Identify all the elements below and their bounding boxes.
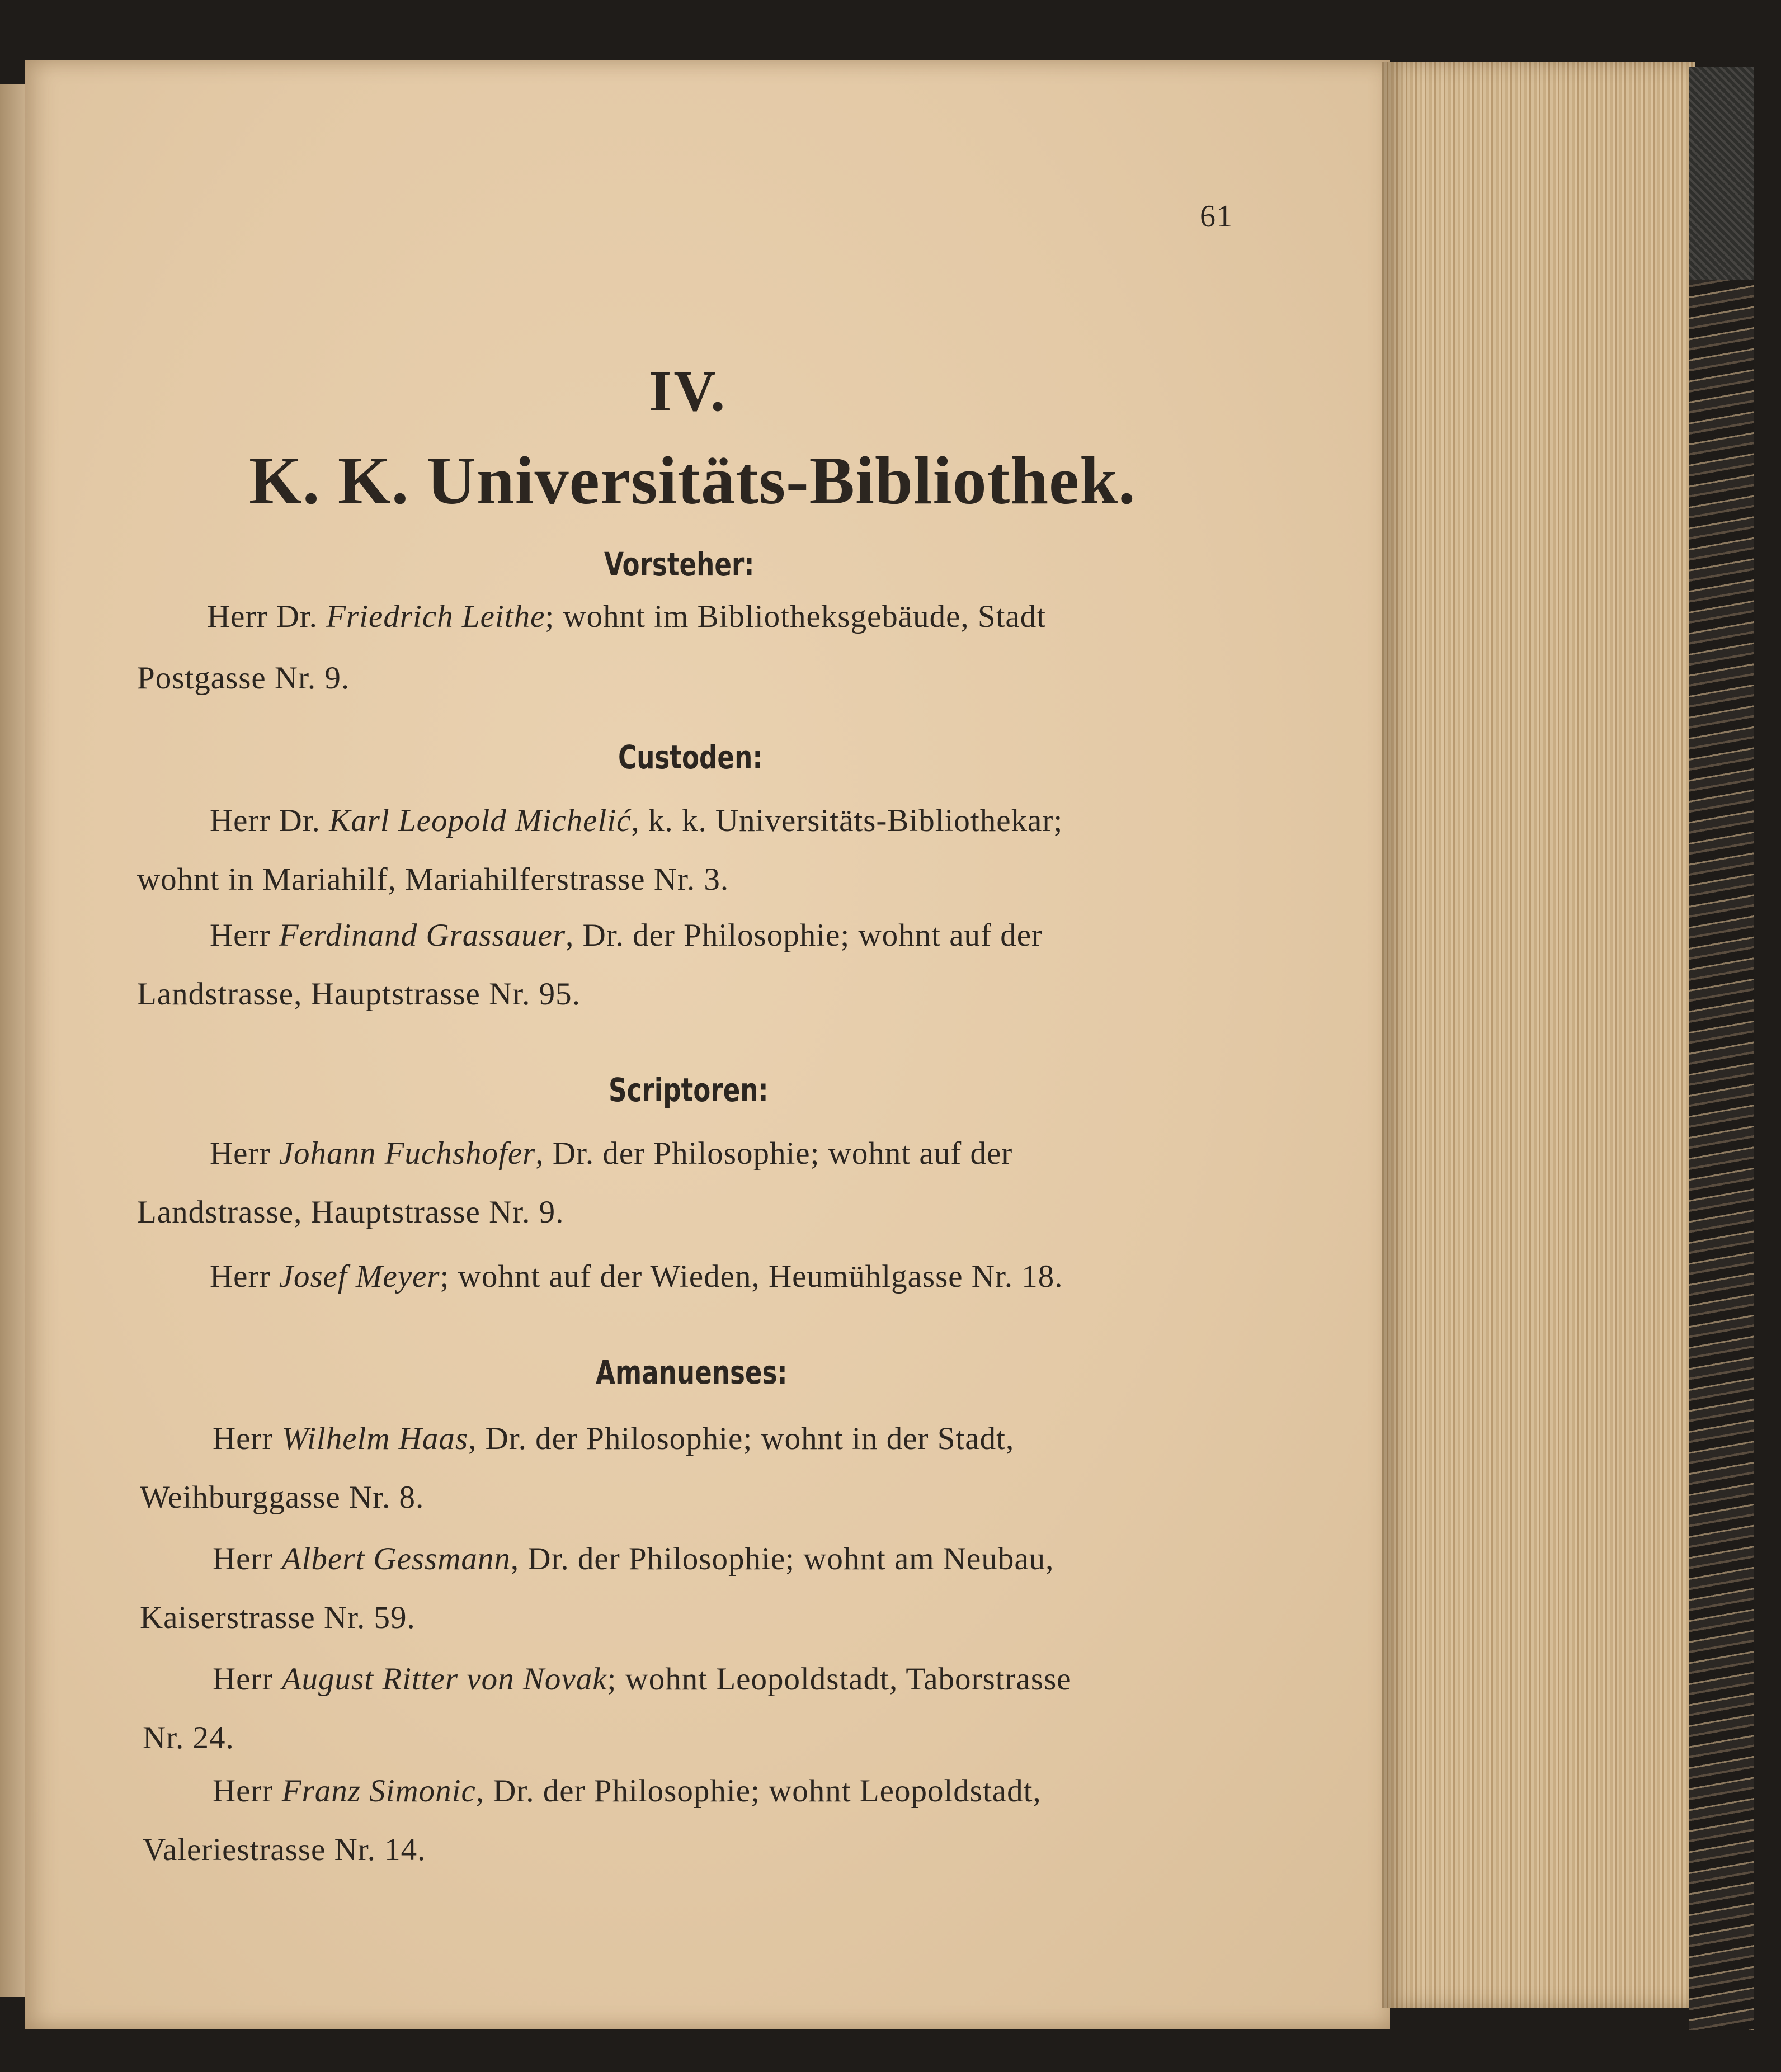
entry-text: ; wohnt auf der Wieden, Heumühlgasse Nr. 18. [440, 1259, 1063, 1294]
entry-line [210, 917, 1043, 954]
entry-prefix: Herr [213, 1662, 274, 1697]
entry-line-2: Nr. 24. [143, 1720, 234, 1755]
entry-line-2: Landstrasse, Hauptstrasse Nr. 9. [137, 1195, 564, 1230]
entry-line [213, 1420, 1014, 1457]
entry-line-2: Landstrasse, Hauptstrasse Nr. 95. [137, 976, 581, 1012]
section-heading-custoden: Custoden: [618, 738, 763, 776]
person-name: Josef Meyer [279, 1259, 440, 1294]
entry-line-2: Valeriestrasse Nr. 14. [143, 1832, 426, 1867]
page-number: 61 [1200, 199, 1233, 234]
entry-line-2: Weihburggasse Nr. 8. [140, 1480, 425, 1515]
person-name: Friedrich Leithe [326, 599, 545, 634]
section-heading-vorsteher: Vorsteher: [604, 545, 755, 583]
entry-line [210, 1135, 1012, 1172]
entry-line [213, 1541, 1054, 1577]
entry-line [207, 598, 1046, 635]
entry-line-2: Postgasse Nr. 9. [137, 660, 350, 696]
person-name: Albert Gessmann [281, 1541, 511, 1577]
entry-line-2: wohnt in Mariahilf, Mariahilferstrasse Nr. 3. [137, 862, 729, 897]
entry-text: , Dr. der Philosophie; wohnt auf der [566, 918, 1043, 953]
entry-prefix: Herr [213, 1541, 274, 1577]
entry-prefix: Herr [210, 1136, 271, 1171]
person-name: August Ritter von Novak [281, 1662, 607, 1697]
section-heading-scriptoren: Scriptoren: [609, 1071, 769, 1109]
entry-line-2: Kaiserstrasse Nr. 59. [140, 1600, 416, 1635]
person-name: Franz Simonic [281, 1773, 476, 1809]
entry-prefix: Herr Dr. [207, 599, 318, 634]
section-number: IV. [649, 359, 728, 423]
entry-prefix: Herr [210, 918, 271, 953]
person-name: Wilhelm Haas [281, 1421, 469, 1456]
entry-prefix: Herr Dr. [210, 803, 321, 838]
entry-line [213, 1773, 1042, 1809]
entry-text: ; wohnt Leopoldstadt, Taborstrasse [607, 1662, 1072, 1697]
page-title: K. K. Universitäts-Bibliothek. [249, 443, 1136, 518]
entry-text: , Dr. der Philosophie; wohnt Leopoldstadt, [475, 1773, 1042, 1809]
entry-text: ; wohnt im Bibliotheksgebäude, Stadt [545, 599, 1047, 634]
entry-line [210, 1258, 1063, 1295]
entry-prefix: Herr [213, 1421, 274, 1456]
entry-line [210, 803, 1063, 839]
entry-text: , k. k. Universitäts-Bibliothekar; [631, 803, 1063, 838]
person-name: Ferdinand Grassauer [279, 918, 566, 953]
section-heading-amanuenses: Amanuenses: [596, 1353, 788, 1391]
entry-text: , Dr. der Philosophie; wohnt auf der [535, 1136, 1013, 1171]
entry-text: , Dr. der Philosophie; wohnt in der Stadt, [468, 1421, 1015, 1456]
person-name: Johann Fuchshofer [279, 1136, 536, 1171]
entry-text: , Dr. der Philosophie; wohnt am Neubau, [510, 1541, 1054, 1577]
entry-prefix: Herr [210, 1259, 271, 1294]
person-name: Karl Leopold Michelić [329, 803, 632, 838]
entry-line [213, 1661, 1072, 1697]
entry-prefix: Herr [213, 1773, 274, 1809]
